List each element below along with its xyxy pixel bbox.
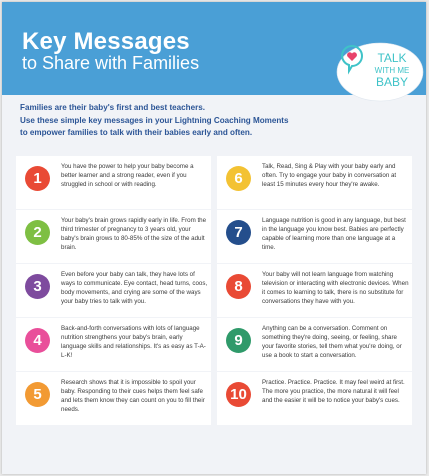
message-text: Research shows that it is impossible to spoil your baby. Responding to their cues helps them feel safe and lets them know they can count on you to fill their needs. [61,379,205,413]
message-text: Even before your baby can talk, they have lots of ways to communicate. Eye contact, head turns, coos, body movements, and crying are some of the ways your baby tries to talk with you. [61,271,208,305]
talk-with-me-baby-logo [332,40,424,104]
intro-line: Use these simple key messages in your Lightning Coaching Moments [20,115,289,125]
message-text: Back-and-forth conversations with lots of language nutrition strengthens your baby's brain, early language skills and relationships. It's as easy as T-A-L-K! [61,325,206,359]
message-card-4 [16,318,211,371]
message-card-3 [16,264,211,317]
message-card-10 [217,372,412,425]
intro-text [20,102,410,140]
number-badge: 2 [25,220,50,245]
number-badge: 8 [226,274,251,299]
message-card-2 [16,210,211,263]
logo-line-with-me: WITH ME [374,66,410,75]
message-text: Practice. Practice. Practice. It may feel weird at first. The more you practice, the more natural it will feel and the easier it will be to notice your baby's cues. [262,379,405,404]
number-badge: 7 [226,220,251,245]
intro-line: Families are their baby's first and best teachers. [20,103,206,112]
page-title: Key Messages [22,28,190,55]
logo-line-baby: BABY [375,75,409,89]
message-text: Your baby's brain grows rapidly early in life. From the third trimester of pregnancy to 3 years old, your baby's brain grows to 80-85% of the size of the adult brain. [61,217,207,251]
number-badge: 10 [226,382,251,407]
message-text: Anything can be a conversation. Comment on something they're doing, seeing, or feeling, share your favorite stories, tell them what you're doing, or use a book to start a conversation. [262,325,402,359]
message-text: Talk, Read, Sing & Play with your baby early and often. Try to engage your baby in conversation at least 15 minutes every hour they're awake. [262,163,397,188]
message-card-7 [217,210,412,263]
message-text: Your baby will not learn language from watching television or interacting with electronic devices. When it comes to learning to talk, there is no substitute for conversations they have with you. [262,271,409,305]
message-card-6 [217,156,412,209]
message-card-9 [217,318,412,371]
page-subtitle: to Share with Families [22,53,200,73]
number-badge: 4 [25,328,50,353]
number-badge: 9 [226,328,251,353]
message-card-8 [217,264,412,317]
number-badge: 1 [25,166,50,191]
message-card-5 [16,372,211,425]
message-text: Language nutrition is good in any language, but best in the language you know best. Babies are perfectly capable of learning more than one language at a time. [262,217,406,251]
message-text: You have the power to help your baby become a better learner and a strong reader, even if you struggled in school or with reading. [61,163,194,188]
number-badge: 5 [25,382,50,407]
intro-line: to empower families to talk with their babies early and often. [20,128,253,137]
number-badge: 3 [25,274,50,299]
logo-line-talk: TALK [377,51,407,65]
number-badge: 6 [226,166,251,191]
message-card-1 [16,156,211,209]
handout-page [2,2,426,474]
